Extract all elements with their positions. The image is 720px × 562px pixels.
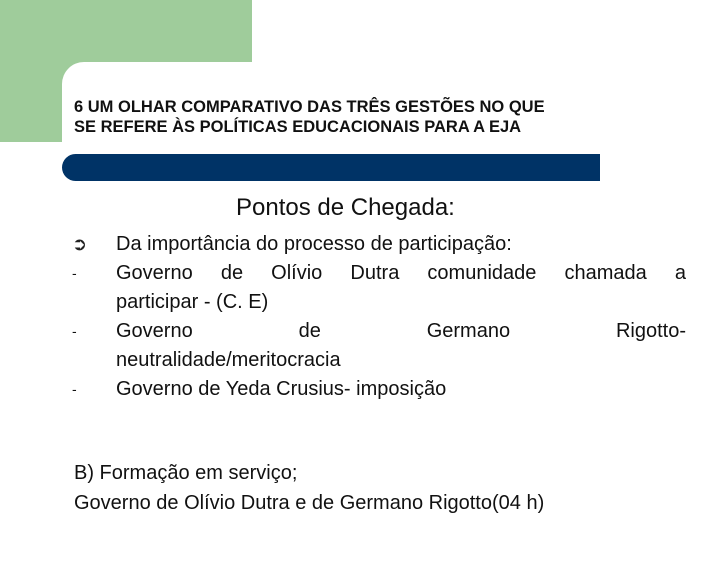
title-line-2: SE REFERE ÀS POLÍTICAS EDUCACIONAIS PARA A EJA [74,118,522,136]
arrow-bullet-icon: ➲ [72,234,88,254]
bullet-text: Da importância do processo de participação: [116,233,512,255]
bullet-item [72,375,686,404]
bullet-text-line: neutralidade/meritocracia [116,349,341,371]
bullet-text-block [116,317,686,375]
bullet-text-block [116,259,686,317]
bottom-line-1: B) Formação em serviço; [74,462,298,484]
bottom-line-2: Governo de Olívio Dutra e de Germano Rigotto(04 h) [74,492,545,514]
dash-bullet-icon: - [72,381,77,397]
bullet-text-line: participar - (C. E) [116,291,269,313]
bullet-item [72,230,686,259]
title-divider-bar [62,154,600,181]
bullet-list [72,230,686,404]
dash-bullet-icon: - [72,323,77,339]
dash-bullet-icon: - [72,265,77,281]
slide-title [74,97,694,137]
bullet-text-line: Governo de Germano Rigotto- [116,320,686,342]
bullet-text: Governo de Yeda Crusius- imposição [116,378,447,400]
bullet-text-line: Governo de Olívio Dutra comunidade chamada a [116,262,686,284]
slide-subtitle: Pontos de Chegada: [236,194,455,221]
title-line-1: 6 UM OLHAR COMPARATIVO DAS TRÊS GESTÕES NO QUE [74,98,545,116]
bullet-item [72,317,686,375]
bullet-item [72,259,686,317]
bottom-text [74,458,694,518]
